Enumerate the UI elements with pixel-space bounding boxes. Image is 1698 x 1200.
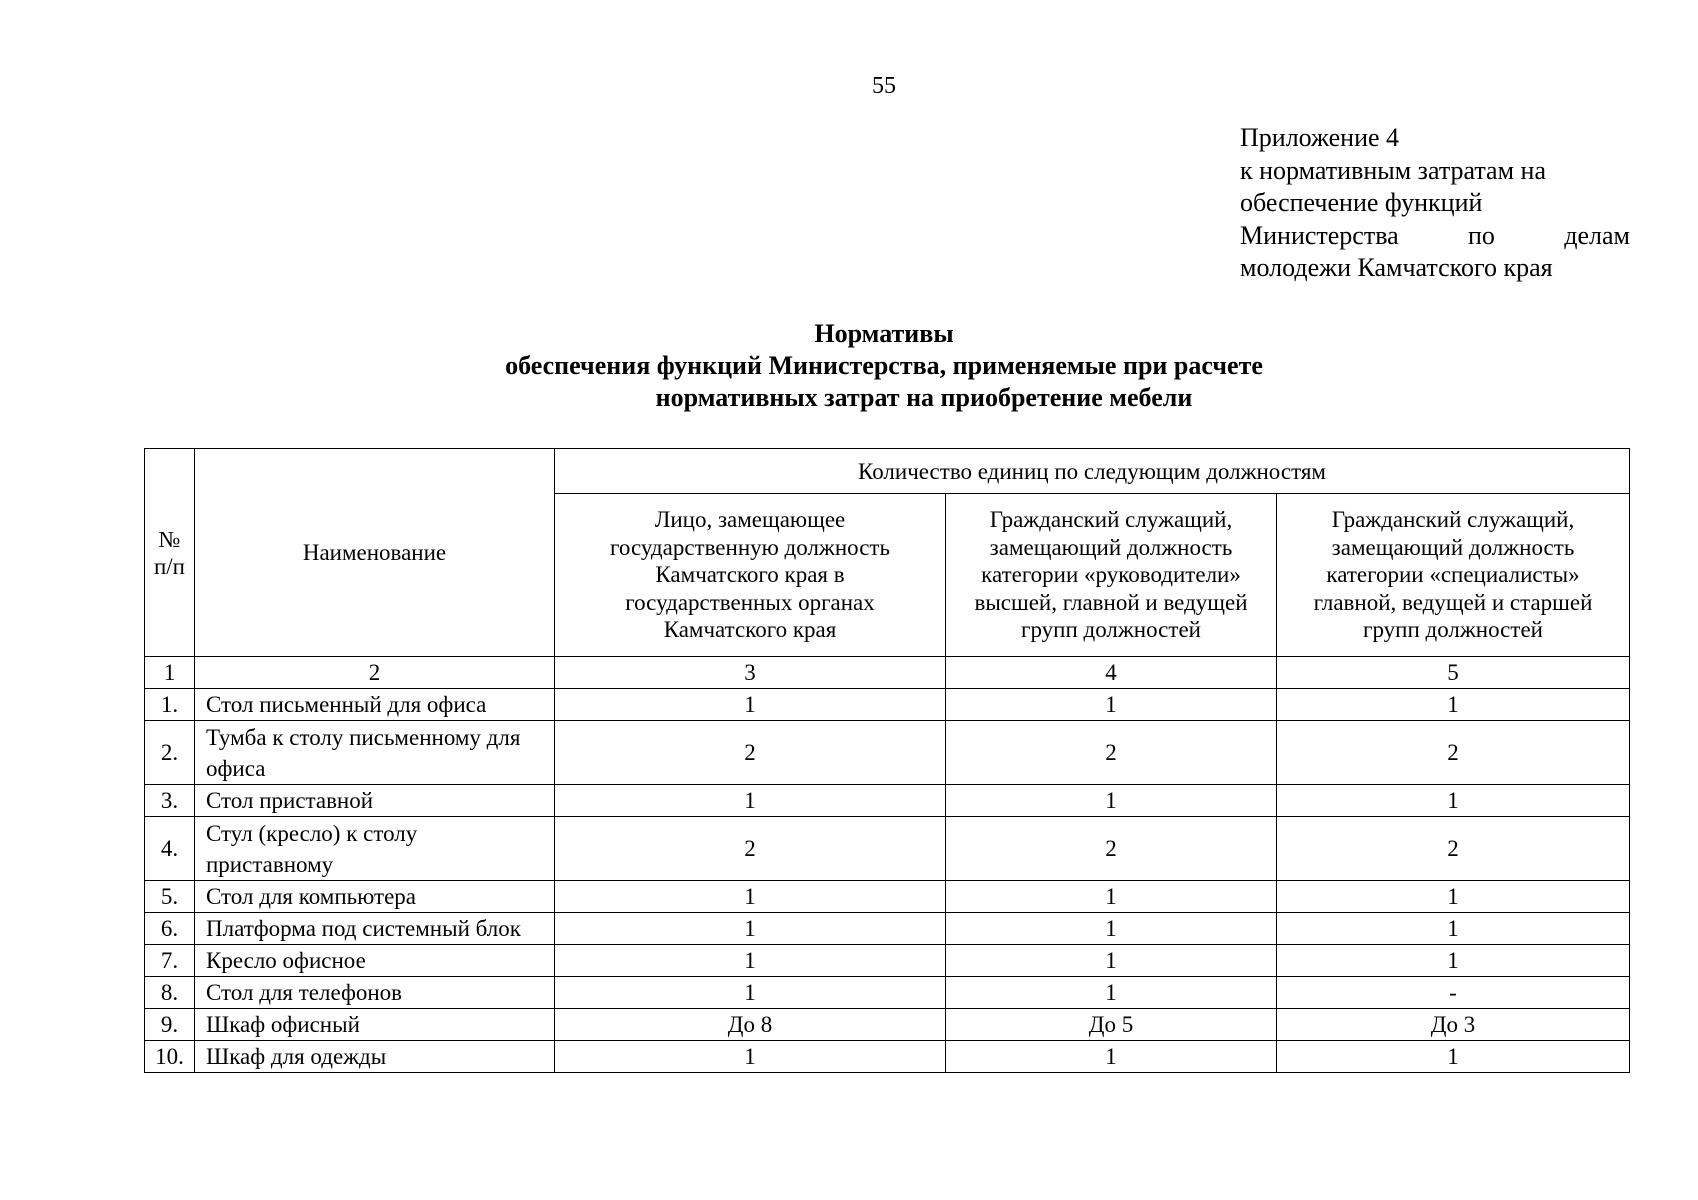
row-number: 5. xyxy=(145,881,195,913)
table-row xyxy=(145,689,1630,721)
row-value-col-3: 2 xyxy=(555,721,946,785)
column-number-2: 2 xyxy=(195,657,555,689)
table-row xyxy=(145,785,1630,817)
appendix-line-1: Приложение 4 xyxy=(1240,123,1400,152)
row-value-col-4: 1 xyxy=(946,913,1277,945)
row-name: Стол письменный для офиса xyxy=(195,689,555,721)
table-row xyxy=(145,913,1630,945)
row-value-col-5: 1 xyxy=(1277,881,1630,913)
row-number: 8. xyxy=(145,977,195,1009)
appendix-block xyxy=(1240,122,1630,285)
column-number-row xyxy=(145,657,1630,689)
header-col-3: Лицо, замещающее государственную должность Камчатского края в государственных органах Камчатского края xyxy=(555,494,946,657)
appendix-line-4-word-2: по xyxy=(1468,220,1495,250)
header-num xyxy=(145,449,195,657)
row-name: Стол для телефонов xyxy=(195,977,555,1009)
row-name: Кресло офисное xyxy=(195,945,555,977)
row-value-col-5: 2 xyxy=(1277,721,1630,785)
row-value-col-3: 1 xyxy=(555,689,946,721)
row-value-col-4: 1 xyxy=(946,945,1277,977)
row-value-col-4: 2 xyxy=(946,817,1277,881)
row-number: 9. xyxy=(145,1009,195,1041)
row-value-col-4: 1 xyxy=(946,689,1277,721)
header-row-top xyxy=(145,449,1630,494)
row-value-col-5: - xyxy=(1277,977,1630,1009)
header-col-5: Гражданский служащий, замещающий должность категории «специалисты» главной, ведущей и старшей групп должностей xyxy=(1277,494,1630,657)
row-value-col-3: 1 xyxy=(555,913,946,945)
row-value-col-3: 1 xyxy=(555,881,946,913)
header-name: Наименование xyxy=(195,449,555,657)
norms-table xyxy=(144,448,1630,1073)
row-value-col-5: 2 xyxy=(1277,817,1630,881)
row-value-col-3: 2 xyxy=(555,817,946,881)
appendix-line-4-word-3: делам xyxy=(1564,220,1630,250)
row-value-col-3: 1 xyxy=(555,977,946,1009)
row-name: Тумба к столу письменному для офиса xyxy=(195,721,555,785)
column-number-1: 1 xyxy=(145,657,195,689)
row-name: Платформа под системный блок xyxy=(195,913,555,945)
row-name: Шкаф для одежды xyxy=(195,1041,555,1073)
appendix-line-3: обеспечение функций xyxy=(1240,188,1483,217)
row-value-col-4: 2 xyxy=(946,721,1277,785)
row-value-col-4: До 5 xyxy=(946,1009,1277,1041)
row-number: 2. xyxy=(145,721,195,785)
table-row xyxy=(145,1041,1630,1073)
row-number: 4. xyxy=(145,817,195,881)
row-value-col-4: 1 xyxy=(946,977,1277,1009)
row-name: Стол для компьютера xyxy=(195,881,555,913)
row-value-col-5: 1 xyxy=(1277,945,1630,977)
appendix-line-4 xyxy=(1240,220,1630,253)
table-row xyxy=(145,817,1630,881)
title-line-2: обеспечения функций Министерства, применяемые при расчете xyxy=(505,351,1263,380)
header-num-label: № п/п xyxy=(153,526,185,579)
row-name: Шкаф офисный xyxy=(195,1009,555,1041)
appendix-line-2: к нормативным затратам на xyxy=(1240,155,1546,185)
row-value-col-5: 1 xyxy=(1277,913,1630,945)
row-value-col-4: 1 xyxy=(946,785,1277,817)
column-number-5: 5 xyxy=(1277,657,1630,689)
row-value-col-3: 1 xyxy=(555,785,946,817)
row-number: 10. xyxy=(145,1041,195,1073)
row-value-col-5: 1 xyxy=(1277,1041,1630,1073)
row-value-col-4: 1 xyxy=(946,881,1277,913)
table-row xyxy=(145,721,1630,785)
table-row xyxy=(145,1009,1630,1041)
column-number-4: 4 xyxy=(946,657,1277,689)
column-number-3: 3 xyxy=(555,657,946,689)
header-group: Количество единиц по следующим должностям xyxy=(555,449,1630,494)
row-value-col-3: 1 xyxy=(555,1041,946,1073)
row-value-col-5: 1 xyxy=(1277,689,1630,721)
table-row xyxy=(145,945,1630,977)
title-line-1: Нормативы xyxy=(814,319,954,348)
row-value-col-5: 1 xyxy=(1277,785,1630,817)
row-value-col-5: До 3 xyxy=(1277,1009,1630,1041)
row-value-col-4: 1 xyxy=(946,1041,1277,1073)
row-name: Стул (кресло) к столу приставному xyxy=(195,817,555,881)
row-value-col-3: До 8 xyxy=(555,1009,946,1041)
row-number: 6. xyxy=(145,913,195,945)
row-number: 1. xyxy=(145,689,195,721)
page-number: 55 xyxy=(872,73,896,99)
appendix-line-5: молодежи Камчатского края xyxy=(1240,253,1553,282)
row-name: Стол приставной xyxy=(195,785,555,817)
title-line-3: нормативных затрат на приобретение мебели xyxy=(655,383,1193,412)
header-col-4: Гражданский служащий, замещающий должность категории «руководители» высшей, главной и ведущей групп должностей xyxy=(946,494,1277,657)
table-row xyxy=(145,977,1630,1009)
table-row xyxy=(145,881,1630,913)
row-number: 7. xyxy=(145,945,195,977)
appendix-line-4-word-1: Министерства xyxy=(1240,220,1399,250)
row-value-col-3: 1 xyxy=(555,945,946,977)
document-title xyxy=(0,318,1698,414)
row-number: 3. xyxy=(145,785,195,817)
